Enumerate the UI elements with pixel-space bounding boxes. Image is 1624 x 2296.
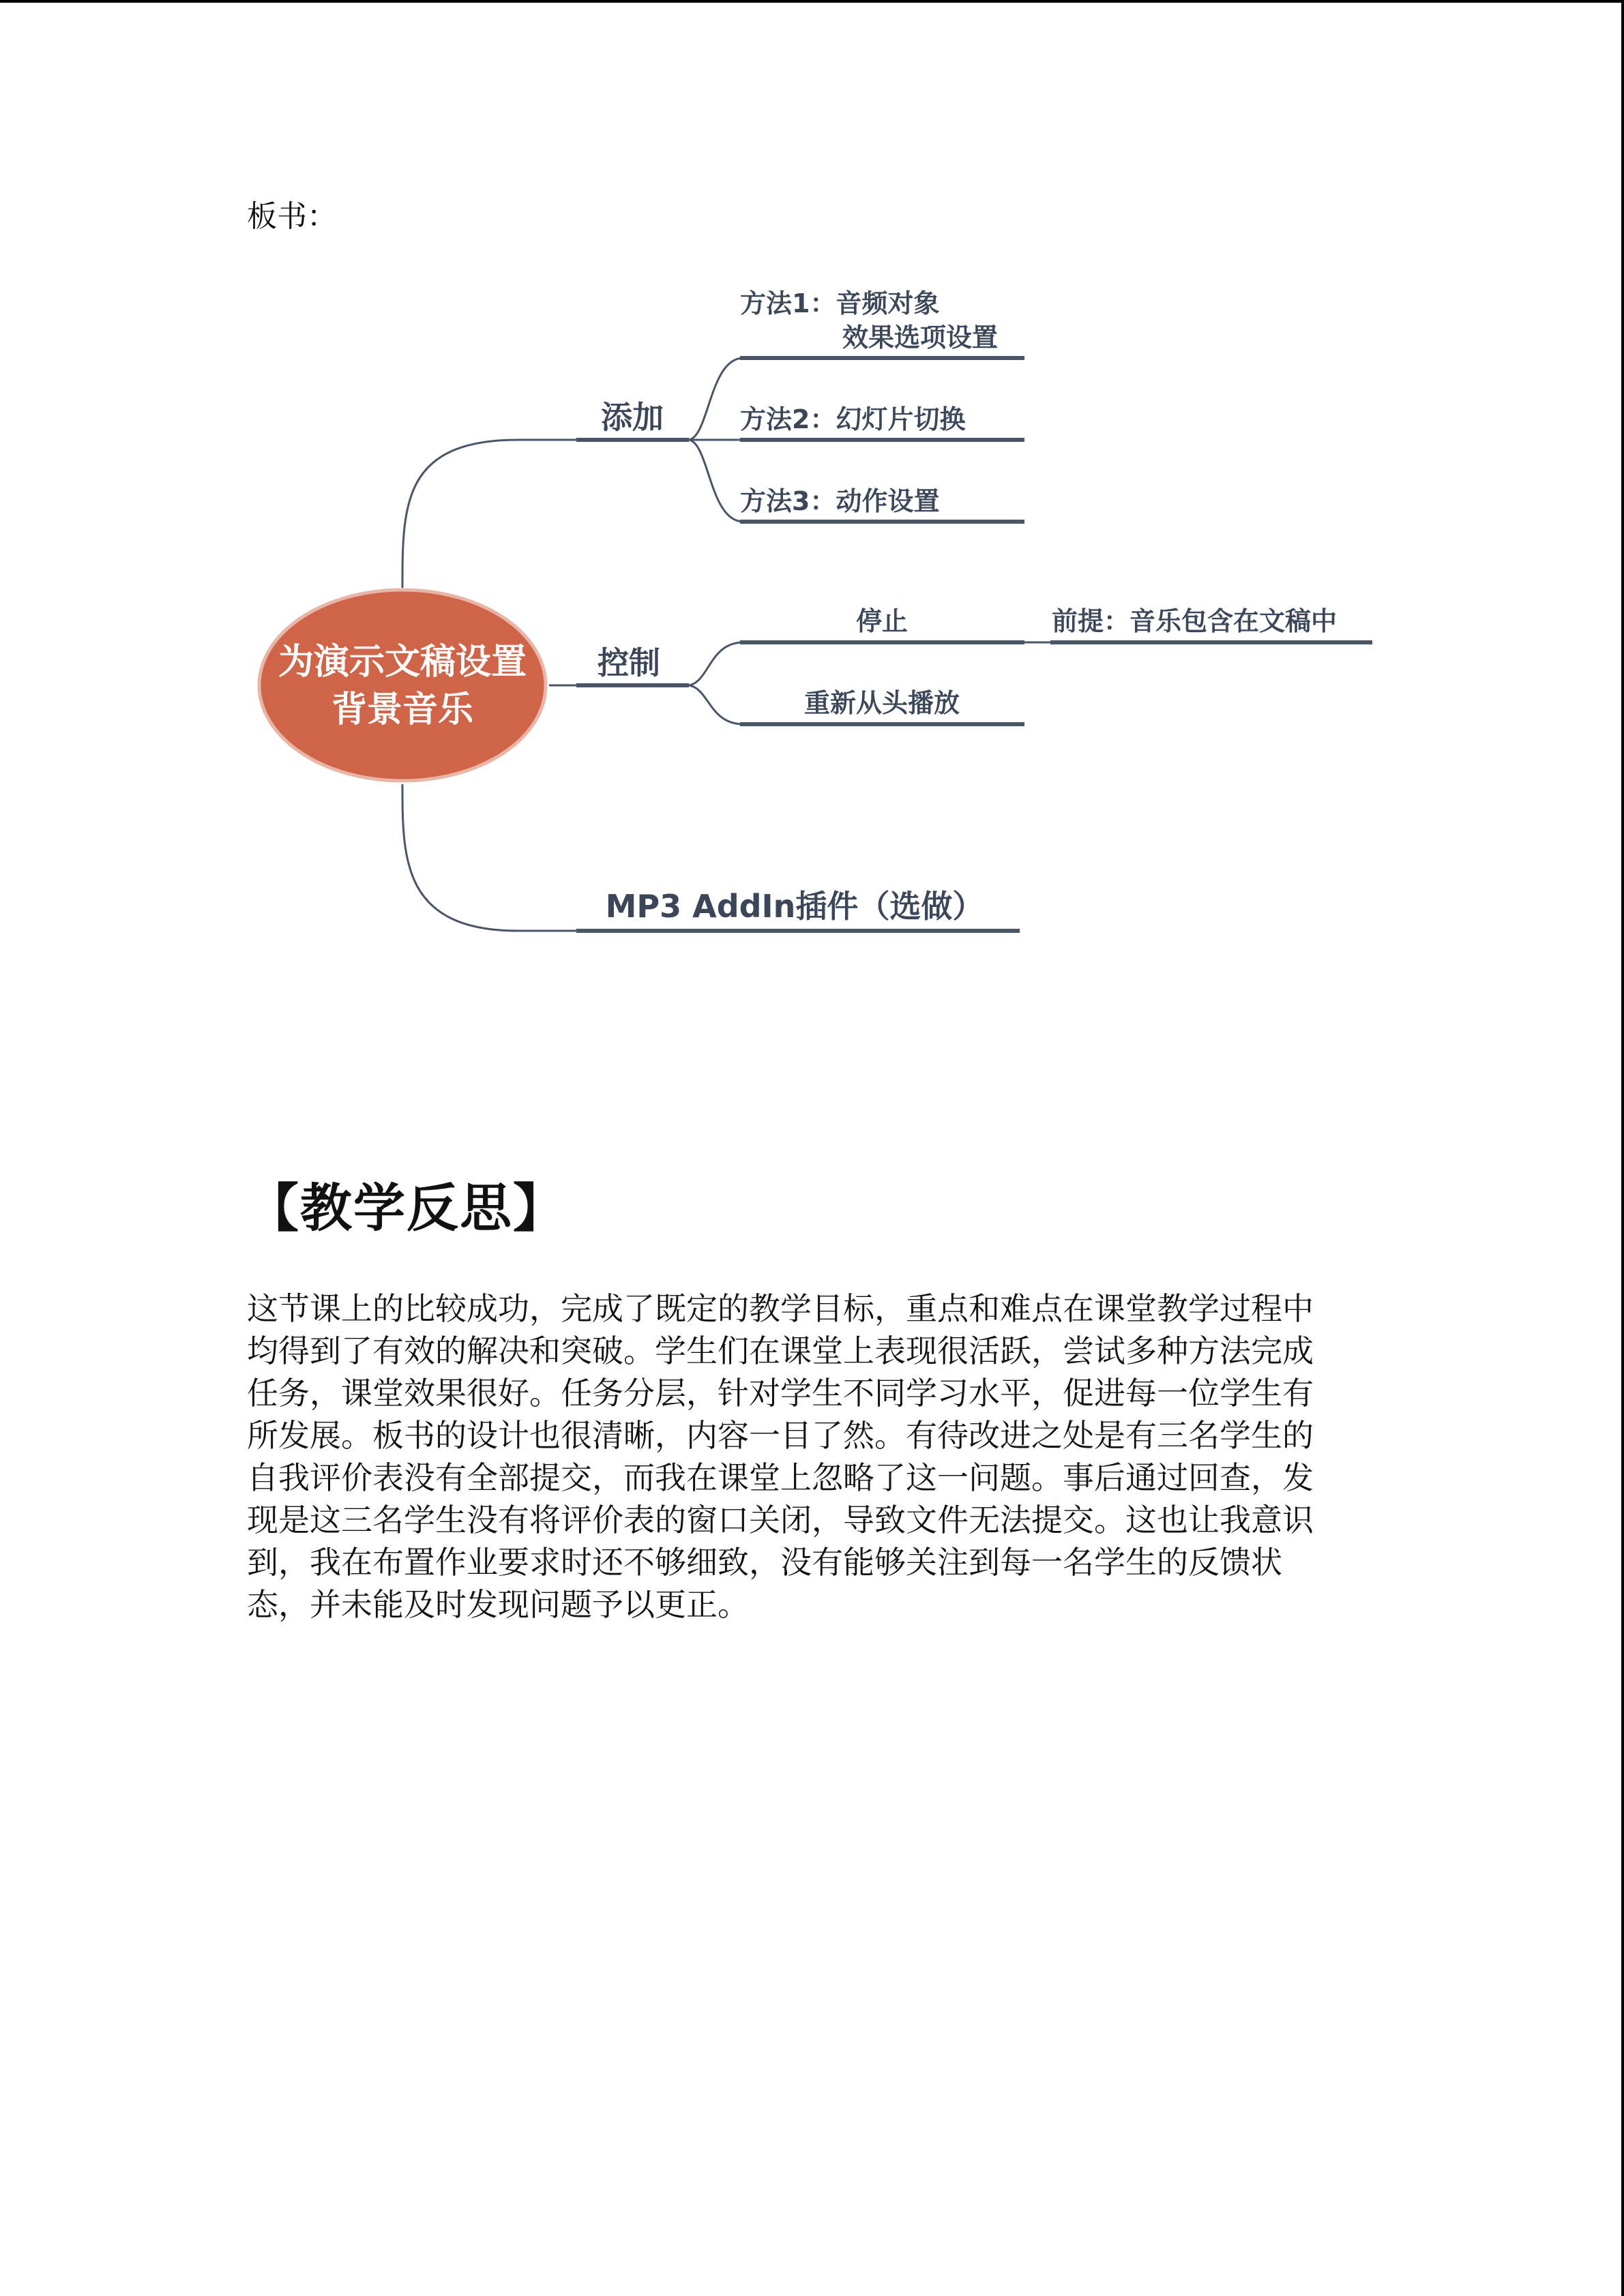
connector-center-add (402, 440, 580, 588)
reflection-line: 所发展。板书的设计也很清晰，内容一目了然。有待改进之处是有三名学生的 (247, 1417, 1314, 1454)
mindmap (0, 0, 1624, 1023)
stop-note-label: 前提：音乐包含在文稿中 (1052, 606, 1338, 636)
reflection-line: 自我评价表没有全部提交，而我在课堂上忽略了这一问题。事后通过回查，发 (247, 1459, 1314, 1496)
reflection-title: 【教学反思】 (247, 1178, 566, 1238)
reflection-line: 这节课上的比较成功，完成了既定的教学目标，重点和难点在课堂教学过程中 (247, 1290, 1314, 1327)
center-node (259, 590, 546, 781)
reflection-line: 到，我在布置作业要求时还不够细致，没有能够关注到每一名学生的反馈状 (247, 1544, 1282, 1581)
board-label: 板书： (247, 199, 337, 234)
method3-label: 方法3：动作设置 (740, 486, 940, 516)
reflection-line: 均得到了有效的解决和突破。学生们在课堂上表现很活跃，尝试多种方法完成 (247, 1332, 1314, 1369)
connector-add-method3 (689, 440, 743, 522)
reflection-line: 态，并未能及时发现问题予以更正。 (247, 1586, 749, 1623)
center-node-line2: 背景音乐 (331, 689, 474, 730)
stop-label: 停止 (855, 606, 909, 636)
center-node-line1: 为演示文稿设置 (278, 642, 527, 683)
connector-control-replay (689, 685, 743, 724)
connector-center-plugin (402, 784, 580, 931)
reflection-line: 任务，课堂效果很好。任务分层，针对学生不同学习水平，促进每一位学生有 (247, 1375, 1314, 1412)
branch-add-label: 添加 (601, 399, 664, 436)
reflection-line: 现是这三名学生没有将评价表的窗口关闭，导致文件无法提交。这也让我意识 (247, 1502, 1314, 1538)
branch-control-label: 控制 (597, 644, 660, 681)
method1-line1: 方法1：音频对象 (740, 288, 940, 318)
reflection-body (247, 1287, 1372, 1626)
method1-line2: 效果选项设置 (842, 323, 999, 353)
replay-label: 重新从头播放 (803, 688, 960, 718)
connector-add-method1 (689, 358, 743, 440)
connector-control-stop (689, 642, 743, 685)
method2-label: 方法2：幻灯片切换 (740, 404, 966, 434)
branch-plugin-label: MP3 AddIn插件（选做） (605, 888, 984, 925)
